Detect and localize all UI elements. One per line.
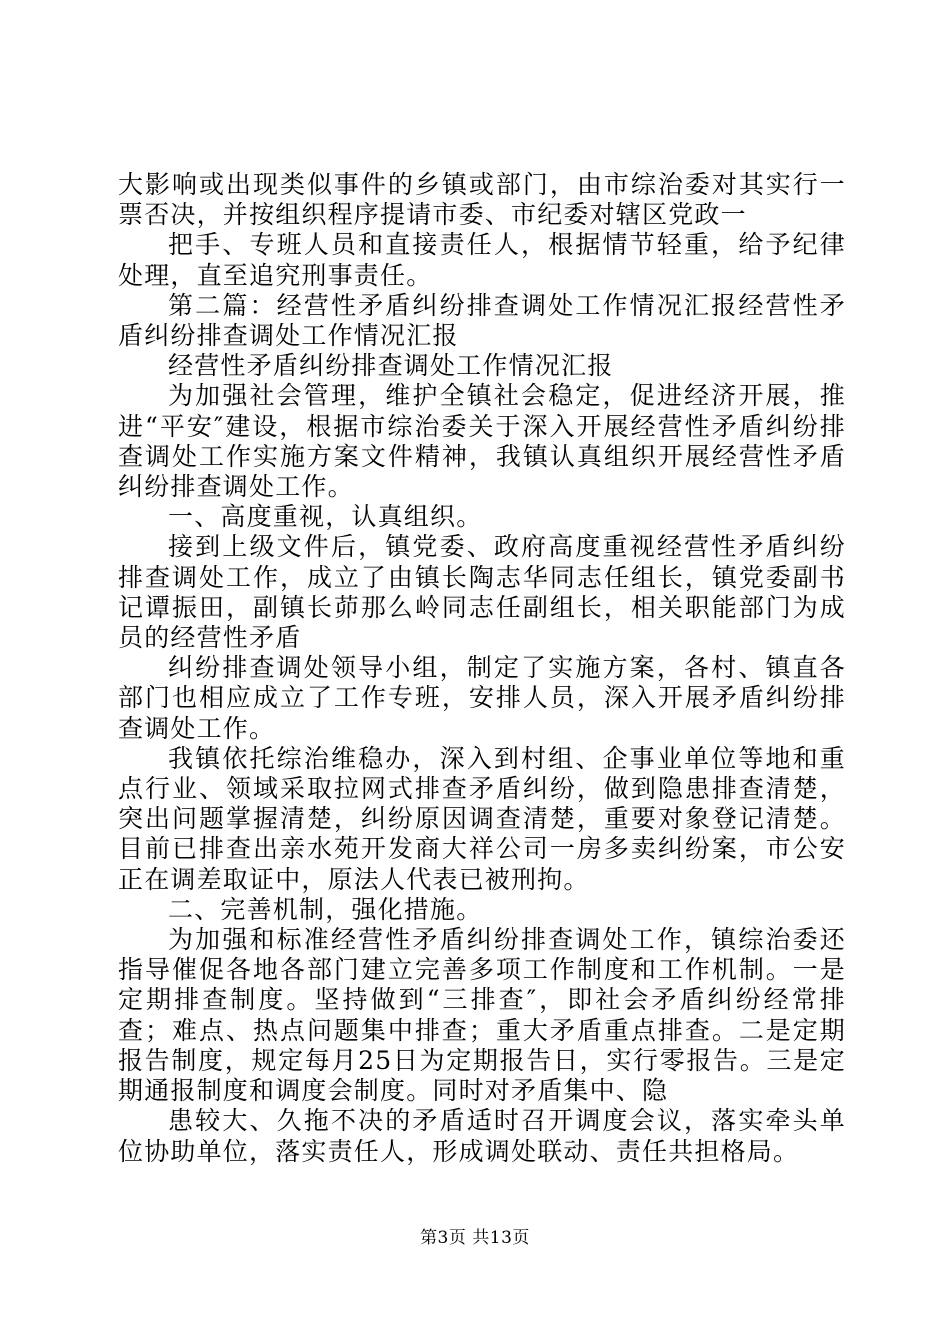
paragraph: 把手、专班人员和直接责任人，根据情节轻重，给予纪律处理，直至追究刑事责任。 — [118, 230, 846, 290]
paragraph: 我镇依托综治维稳办，深入到村组、企事业单位等地和重点行业、领域采取拉网式排查矛盾纠纷，做到隐患排查清楚，突出问题掌握清楚，纠纷原因调查清楚，重要对象登记清楚。目前已排查出亲水苑开发商大祥公司一房多卖纠纷案，市公安正在调差取证中，原法人代表已被刑拘。 — [118, 743, 846, 894]
paragraph: 为加强社会管理，维护全镇社会稳定，促进经济开展，推进“平安″建设，根据市综治委关于深入开展经营性矛盾纠纷排查调处工作实施方案文件精神，我镇认真组织开展经营性矛盾纠纷排查调处工作。 — [118, 381, 846, 502]
subheading: 一、高度重视，认真组织。 — [168, 502, 483, 532]
subheading: 二、完善机制，强化措施。 — [168, 894, 483, 924]
paragraph: 患较大、久拖不决的矛盾适时召开调度会议，落实牵头单位协助单位，落实责任人，形成调处联动、责任共担格局。 — [118, 1106, 846, 1166]
document-body — [118, 170, 846, 1167]
page-number-footer: 第3页 共13页 — [420, 1228, 530, 1248]
paragraph: 接到上级文件后，镇党委、政府高度重视经营性矛盾纠纷排查调处工作，成立了由镇长陶志华同志任组长，镇党委副书记谭振田，副镇长茆那么岭同志任副组长，相关职能部门为成员的经营性矛盾 — [118, 532, 846, 653]
paragraph: 为加强和标准经营性矛盾纠纷排查调处工作，镇综治委还指导催促各地各部门建立完善多项工作制度和工作机制。一是定期排查制度。坚持做到“三排查″，即社会矛盾纠纷经常排查；难点、热点问题集中排查；重大矛盾重点排查。二是定期报告制度，规定每月25日为定期报告日，实行零报告。三是定期通报制度和调度会制度。同时对矛盾集中、隐 — [118, 925, 846, 1106]
paragraph-continuation: 大影响或出现类似事件的乡镇或部门，由市综治委对其实行一票否决，并按组织程序提请市委、市纪委对辖区党政一 — [118, 170, 846, 230]
section-heading: 第二篇：经营性矛盾纠纷排查调处工作情况汇报经营性矛盾纠纷排查调处工作情况汇报 — [118, 290, 846, 351]
paragraph: 纠纷排查调处领导小组，制定了实施方案，各村、镇直各部门也相应成立了工作专班，安排人员，深入开展矛盾纠纷排查调处工作。 — [118, 653, 846, 743]
report-title: 经营性矛盾纠纷排查调处工作情况汇报 — [168, 351, 614, 381]
